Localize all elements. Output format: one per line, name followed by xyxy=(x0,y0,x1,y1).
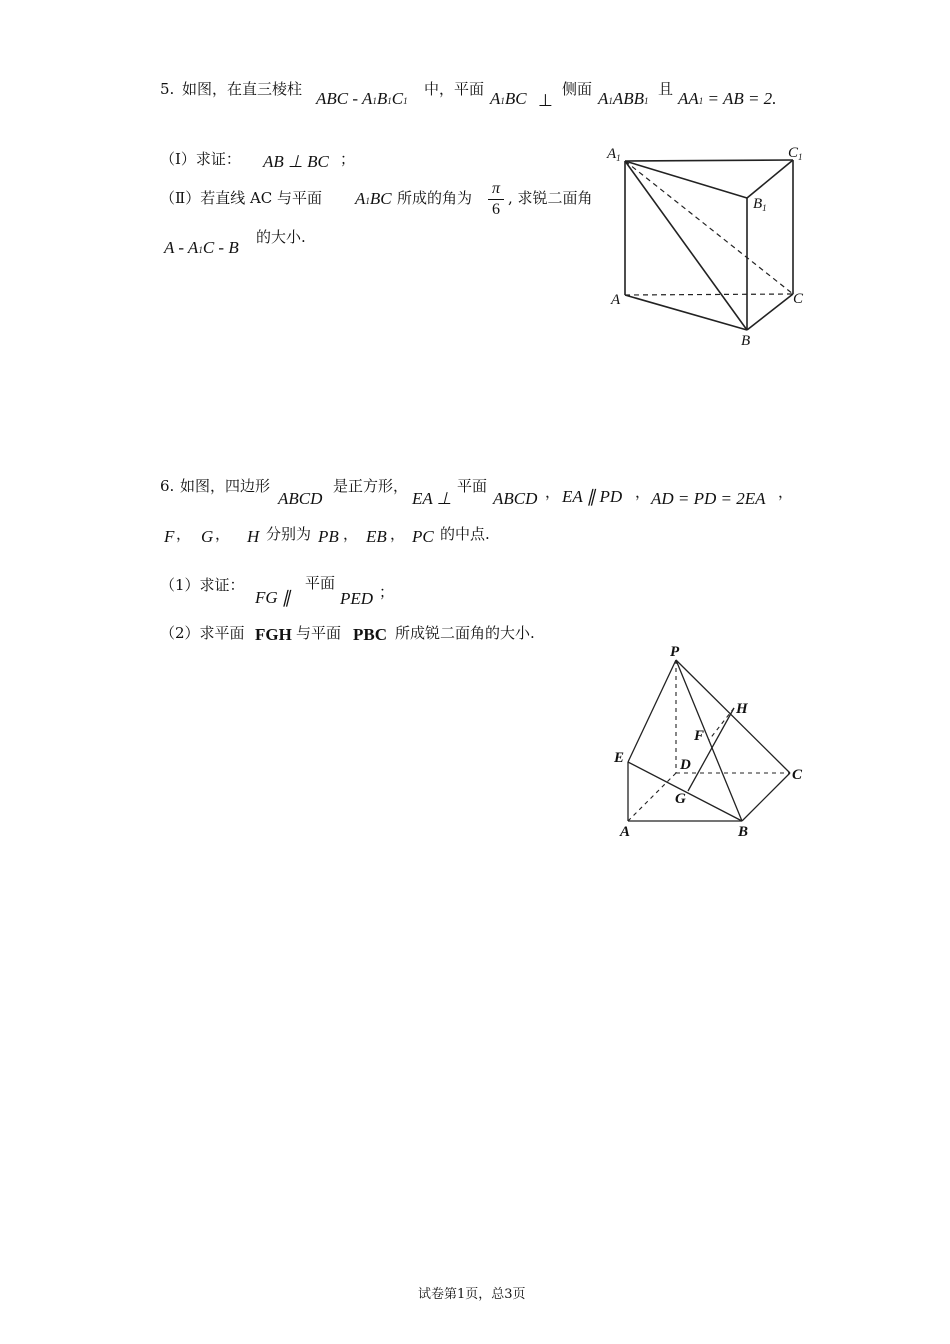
q6-part1-end: ； xyxy=(379,583,395,601)
q6-part2-fgh: FGH xyxy=(255,625,292,644)
q5-part2-plane: A1BC xyxy=(355,189,392,208)
q5-label-c1: $C_1$ xyxy=(788,145,803,162)
q5-number: 5. xyxy=(160,80,175,98)
q5-dihedral: A - A1C - B xyxy=(164,238,239,257)
q6-sep-1: ， xyxy=(176,525,192,543)
q5-label-b: B xyxy=(741,333,751,349)
q6-square: ABCD xyxy=(278,489,323,508)
q5-prism-figure xyxy=(600,140,820,350)
q6-plane-word: 平面 xyxy=(457,477,488,495)
q6-equation: AD = PD = 2EA xyxy=(651,489,766,508)
q6-label-g: G xyxy=(675,791,686,807)
q6-line2-g: G xyxy=(201,527,214,546)
page-footer: 试卷第1页，总3页 xyxy=(418,1287,526,1302)
q6-label-e: E xyxy=(614,750,625,766)
q6-comma-2: ， xyxy=(635,483,651,501)
q5-plane1: A1BC xyxy=(490,89,527,108)
q6-part1-label: （1）求证： xyxy=(160,576,245,594)
q5-label-c: C xyxy=(793,291,804,307)
q5-part1-label: （Ⅰ）求证： xyxy=(160,150,241,168)
q6-part2-label: （2）求平面 xyxy=(160,624,245,642)
q6-ea-perp: EA ⊥ xyxy=(412,489,452,508)
q5-part1-math: AB ⊥ BC xyxy=(263,152,329,171)
q6-label-d: D xyxy=(680,757,691,773)
q5-label-b1: $B_1$ xyxy=(753,196,767,213)
q5-part2-end: , 求锐二面角 xyxy=(508,189,593,207)
q6-intro-2: 是正方形， xyxy=(333,477,409,495)
q5-intro-3: 侧面 xyxy=(562,80,593,98)
q6-pyramid-figure xyxy=(600,640,820,845)
q5-frac-bar xyxy=(488,199,504,200)
q5-condition: AA1 = AB = 2. xyxy=(678,89,777,108)
q5-prism-name: ABC - A1B1C1 xyxy=(316,89,408,108)
q6-label-f: F xyxy=(694,728,705,744)
q6-sep-2: ， xyxy=(215,525,231,543)
q5-label-a: A xyxy=(611,292,621,308)
q6-sep-4: ， xyxy=(390,525,406,543)
q6-label-a: A xyxy=(620,824,631,840)
q5-label-a1: $A_1$ xyxy=(607,146,621,163)
q5-part2-label: （Ⅱ）若直线 AC 与平面 xyxy=(160,189,323,207)
q6-line2-pb: PB xyxy=(318,527,339,546)
q6-plane-abcd: ABCD xyxy=(493,489,538,508)
q5-plane2: A1ABB1 xyxy=(598,89,649,108)
q5-frac-den: 6 xyxy=(492,201,500,218)
q5-dihedral-end: 的大小. xyxy=(256,228,306,246)
q6-number: 6. xyxy=(160,477,175,495)
q6-part2-mid: 与平面 xyxy=(296,624,342,642)
q6-part2-end: 所成锐二面角的大小. xyxy=(395,624,535,642)
q5-intro-4: 且 xyxy=(658,80,674,98)
q6-sep-3: ， xyxy=(343,525,359,543)
q5-part2-mid: 所成的角为 xyxy=(397,189,473,207)
q5-perp: ⊥ xyxy=(538,91,553,110)
q5-part1-end: ； xyxy=(340,150,356,168)
q6-line2-end: 的中点. xyxy=(440,525,490,543)
q6-comma-1: ， xyxy=(545,483,561,501)
q6-label-b: B xyxy=(738,824,749,840)
q6-label-h: H xyxy=(736,701,748,717)
q5-intro-1: 如图，在直三棱柱 xyxy=(182,80,303,98)
q5-intro-2: 中，平面 xyxy=(424,80,485,98)
q6-line2-f: F xyxy=(164,527,175,546)
q6-label-c: C xyxy=(792,767,803,783)
q6-intro-1: 如图，四边形 xyxy=(180,477,271,495)
q6-line2-h: H xyxy=(247,527,260,546)
q6-label-p: P xyxy=(670,644,680,660)
q5-frac-num: π xyxy=(491,180,500,197)
q5-fraction xyxy=(488,180,504,219)
q6-part2-pbc: PBC xyxy=(353,625,387,644)
q6-comma-3: ， xyxy=(778,483,794,501)
q6-part1-fg: FG ∥ xyxy=(255,588,291,607)
q6-part1-ped: PED xyxy=(340,589,374,608)
q6-part1-plane: 平面 xyxy=(305,574,336,592)
q6-parallel: EA ∥ PD xyxy=(562,487,623,506)
q6-line2-eb: EB xyxy=(366,527,387,546)
q6-line2-pc: PC xyxy=(412,527,434,546)
q6-line2-text: 分别为 xyxy=(266,525,312,543)
